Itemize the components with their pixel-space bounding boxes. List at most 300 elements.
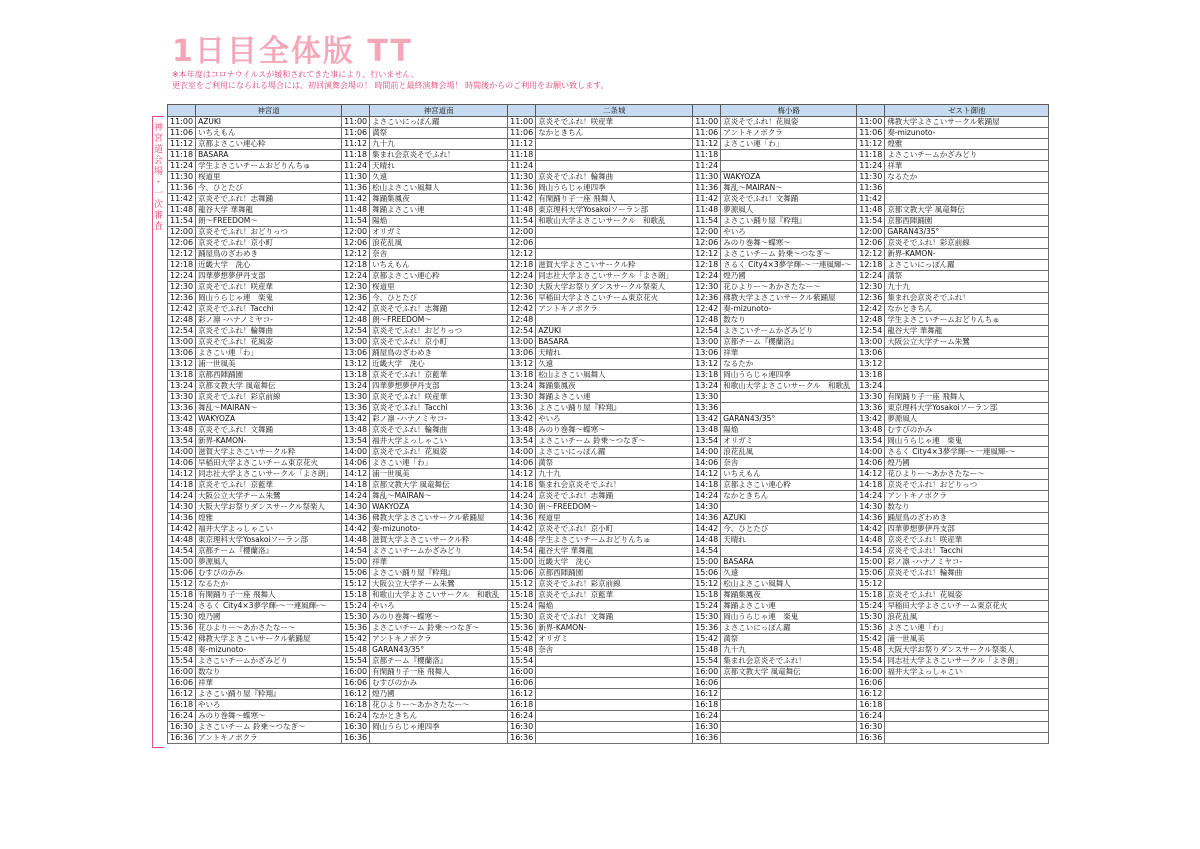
team-cell (885, 722, 1049, 733)
time-cell: 15:30 (693, 612, 721, 623)
time-cell: 15:24 (857, 601, 885, 612)
time-cell: 15:00 (857, 557, 885, 568)
time-cell: 15:48 (342, 645, 370, 656)
time-cell: 12:12 (857, 249, 885, 260)
time-cell: 16:36 (693, 733, 721, 744)
team-cell: BASARA (536, 337, 693, 348)
time-cell: 16:24 (168, 711, 196, 722)
team-cell: 福井大学よっしゃこい (196, 524, 342, 535)
vertical-label-char: ・ (153, 178, 163, 188)
time-cell: 14:00 (508, 447, 536, 458)
time-cell: 14:18 (508, 480, 536, 491)
team-cell: 大阪大学お祭りダンスサークル祭楽人 (885, 645, 1049, 656)
team-cell: 踊屋鳥のざわめき (196, 249, 342, 260)
team-cell: よさこい連「わ」 (885, 623, 1049, 634)
team-cell: 京炎そでふれ！Tacchi (196, 304, 342, 315)
team-cell: 四華夢想夢伊丹支部 (370, 381, 508, 392)
time-cell: 15:18 (508, 590, 536, 601)
table-row (168, 249, 1049, 260)
team-cell: 集まれ会京炎そでふれ！ (721, 656, 857, 667)
time-cell: 11:24 (508, 161, 536, 172)
team-cell: 満祭 (885, 271, 1049, 282)
table-row (168, 425, 1049, 436)
team-cell: 天晴れ (370, 161, 508, 172)
time-cell: 11:06 (508, 128, 536, 139)
time-cell: 13:18 (168, 370, 196, 381)
time-cell: 11:36 (693, 183, 721, 194)
time-cell: 15:54 (508, 656, 536, 667)
team-cell: 煌雅 (885, 139, 1049, 150)
venue-header-row (168, 105, 1049, 117)
time-cell: 11:36 (168, 183, 196, 194)
team-cell: 大阪公立大学チーム朱鷺 (370, 579, 508, 590)
header-blank (857, 105, 885, 117)
team-cell: さるく City4×3夢学輝-～一連風輝-～ (196, 601, 342, 612)
team-cell: 九十九 (885, 282, 1049, 293)
team-cell: 奈舎 (370, 249, 508, 260)
time-cell: 15:06 (342, 568, 370, 579)
time-cell: 15:54 (342, 656, 370, 667)
time-cell: 13:54 (693, 436, 721, 447)
team-cell: 花ひよりー～あかさたなー～ (196, 623, 342, 634)
time-cell: 13:36 (693, 403, 721, 414)
time-cell: 11:24 (693, 161, 721, 172)
time-cell: 16:36 (168, 733, 196, 744)
time-cell: 16:18 (693, 700, 721, 711)
team-cell: オリガミ (370, 227, 508, 238)
team-cell: 煌雅 (196, 513, 342, 524)
time-cell: 14:48 (857, 535, 885, 546)
team-cell: 数なり (196, 667, 342, 678)
time-cell: 16:12 (342, 689, 370, 700)
time-cell: 15:30 (508, 612, 536, 623)
team-cell: 学生よさこいチームおどりんちゅ (536, 535, 693, 546)
table-row (168, 304, 1049, 315)
team-cell: 京炎そでふれ！彩京前線 (196, 392, 342, 403)
time-cell: 11:18 (508, 150, 536, 161)
time-cell: 11:42 (168, 194, 196, 205)
time-cell: 16:12 (693, 689, 721, 700)
team-cell: みのり巻舞～蝶寒～ (370, 612, 508, 623)
time-cell: 14:18 (342, 480, 370, 491)
time-cell: 12:48 (508, 315, 536, 326)
team-cell: 京都文教大学 風竜舞伝 (721, 667, 857, 678)
team-cell: 浦一世風美 (885, 634, 1049, 645)
time-cell: 11:12 (857, 139, 885, 150)
time-cell: 12:18 (508, 260, 536, 271)
team-cell (721, 678, 857, 689)
time-cell: 16:00 (168, 667, 196, 678)
team-cell: 九十九 (536, 469, 693, 480)
team-cell: 京炎そでふれ！京藍華 (536, 590, 693, 601)
time-cell: 13:24 (508, 381, 536, 392)
time-cell: 13:48 (342, 425, 370, 436)
team-cell (536, 227, 693, 238)
team-cell (721, 689, 857, 700)
time-cell: 14:36 (168, 513, 196, 524)
time-cell: 11:36 (508, 183, 536, 194)
table-row (168, 700, 1049, 711)
team-cell (721, 722, 857, 733)
team-cell (721, 502, 857, 513)
team-cell: 彩ノ凛 -ハナノミヤコ- (370, 414, 508, 425)
table-row (168, 678, 1049, 689)
time-cell: 12:54 (342, 326, 370, 337)
time-cell: 14:12 (693, 469, 721, 480)
team-cell: 天晴れ (536, 348, 693, 359)
team-cell: 京都西陣踊園 (536, 568, 693, 579)
team-cell: やいろ (196, 700, 342, 711)
team-cell: 学生よさこいチームおどりんちゅ (196, 161, 342, 172)
time-cell: 14:36 (342, 513, 370, 524)
team-cell: なかときちん (885, 304, 1049, 315)
team-cell: 早稲田大学よさこいチーム東京花火 (196, 458, 342, 469)
timetable (167, 104, 1049, 744)
time-cell: 11:00 (857, 117, 885, 128)
table-row (168, 194, 1049, 205)
team-cell: 大阪大学お祭りダンスサークル祭楽人 (536, 282, 693, 293)
time-cell: 15:48 (508, 645, 536, 656)
time-cell: 16:00 (508, 667, 536, 678)
time-cell: 12:30 (693, 282, 721, 293)
team-cell: BASARA (196, 150, 342, 161)
table-row (168, 634, 1049, 645)
time-cell: 13:06 (342, 348, 370, 359)
team-cell: なるたか (885, 172, 1049, 183)
time-cell: 11:06 (342, 128, 370, 139)
team-cell: 京炎そでふれ！花風姿 (370, 447, 508, 458)
time-cell: 11:54 (342, 216, 370, 227)
time-cell: 12:06 (857, 238, 885, 249)
time-cell: 11:54 (857, 216, 885, 227)
time-cell: 13:30 (342, 392, 370, 403)
team-cell: 祥華 (721, 348, 857, 359)
team-cell: アントキノボクラ (370, 634, 508, 645)
team-cell: 京都よさこい連心粋 (196, 139, 342, 150)
team-cell: AZUKI (196, 117, 342, 128)
team-cell: 今、ひとたび (196, 183, 342, 194)
team-cell (721, 711, 857, 722)
team-cell: 京炎そでふれ！京小町 (370, 337, 508, 348)
time-cell: 12:00 (508, 227, 536, 238)
time-cell: 15:12 (857, 579, 885, 590)
team-cell: 早稲田大学よさこいチーム東京花火 (536, 293, 693, 304)
time-cell: 13:30 (693, 392, 721, 403)
time-cell: 13:06 (857, 348, 885, 359)
team-cell: 朗～FREEDOM～ (536, 502, 693, 513)
team-cell: 大阪公立大学チーム朱鷺 (885, 337, 1049, 348)
team-cell: 京炎そでふれ！花風姿 (721, 117, 857, 128)
table-row (168, 172, 1049, 183)
team-cell: 奏-mizunoto- (721, 304, 857, 315)
table-row (168, 326, 1049, 337)
team-cell: 奏-mizunoto- (885, 128, 1049, 139)
team-cell: 岡山うらじゃ連 楽鬼 (721, 612, 857, 623)
time-cell: 14:48 (342, 535, 370, 546)
time-cell: 15:18 (693, 590, 721, 601)
team-cell: よさこいチーム 鈴乗～つなぎ～ (196, 722, 342, 733)
time-cell: 14:30 (342, 502, 370, 513)
team-cell: 満祭 (721, 634, 857, 645)
team-cell: 京炎そでふれ！彩京前線 (885, 238, 1049, 249)
time-cell: 16:24 (693, 711, 721, 722)
time-cell: 12:12 (168, 249, 196, 260)
team-cell: 京都チーム『櫻蘭洛』 (721, 337, 857, 348)
team-cell: 京都文教大学 風竜舞伝 (196, 381, 342, 392)
team-cell: なかときちん (721, 491, 857, 502)
team-cell: 煌乃國 (370, 689, 508, 700)
header-blank (342, 105, 370, 117)
team-cell: 京都文教大学 風竜舞伝 (370, 480, 508, 491)
table-row (168, 491, 1049, 502)
time-cell: 11:48 (857, 205, 885, 216)
time-cell: 13:54 (508, 436, 536, 447)
team-cell: 京炎そでふれ！文舞踊 (196, 425, 342, 436)
time-cell: 14:30 (857, 502, 885, 513)
time-cell: 13:12 (508, 359, 536, 370)
team-cell: 今、ひとたび (370, 293, 508, 304)
time-cell: 13:42 (693, 414, 721, 425)
time-cell: 12:24 (693, 271, 721, 282)
team-cell: 京炎そでふれ！咲産華 (885, 535, 1049, 546)
table-row (168, 667, 1049, 678)
team-cell: 京炎そでふれ！輪舞曲 (370, 425, 508, 436)
team-cell: 京炎そでふれ！志舞踊 (370, 304, 508, 315)
team-cell: BASARA (721, 557, 857, 568)
team-cell: 岡山うらじゃ連 楽鬼 (885, 436, 1049, 447)
time-cell: 14:00 (342, 447, 370, 458)
team-cell (536, 139, 693, 150)
time-cell: 15:42 (342, 634, 370, 645)
table-row (168, 590, 1049, 601)
time-cell: 12:12 (693, 249, 721, 260)
time-cell: 15:24 (168, 601, 196, 612)
time-cell: 11:30 (168, 172, 196, 183)
vertical-label-char: 審 (153, 211, 163, 221)
team-cell: よさこいチーム 鈴乗～つなぎ～ (721, 249, 857, 260)
header-blank (508, 105, 536, 117)
time-cell: 16:30 (857, 722, 885, 733)
team-cell: 京炎そでふれ！彩京前線 (536, 579, 693, 590)
team-cell: 佛教大学よさこいサークル紫踊屋 (885, 117, 1049, 128)
team-cell: 舞踊集鳳夜 (370, 194, 508, 205)
time-cell: 15:24 (693, 601, 721, 612)
time-cell: 15:30 (342, 612, 370, 623)
team-cell: WAKYOZA (370, 502, 508, 513)
team-cell: みのり巻舞～蝶寒～ (196, 711, 342, 722)
time-cell: 16:06 (168, 678, 196, 689)
time-cell: 13:00 (508, 337, 536, 348)
header-blank (168, 105, 196, 117)
time-cell: 11:30 (693, 172, 721, 183)
table-row (168, 139, 1049, 150)
team-cell: 夢源風人 (721, 205, 857, 216)
time-cell: 14:00 (857, 447, 885, 458)
time-cell: 14:12 (857, 469, 885, 480)
team-cell: 京炎そでふれ！京小町 (196, 238, 342, 249)
team-cell: 岡山うらじゃ連四季 (370, 722, 508, 733)
time-cell: 16:12 (168, 689, 196, 700)
time-cell: 11:12 (342, 139, 370, 150)
time-cell: 13:54 (857, 436, 885, 447)
time-cell: 16:18 (168, 700, 196, 711)
team-cell: いちえもん (196, 128, 342, 139)
time-cell: 11:06 (693, 128, 721, 139)
time-cell: 12:18 (342, 260, 370, 271)
team-cell: 東京理科大学Yosakoiソーラン部 (196, 535, 342, 546)
team-cell: 集まれ会京炎そでふれ！ (885, 293, 1049, 304)
vertical-label-char: 一 (153, 189, 163, 199)
team-cell: 四華夢想夢伊丹支部 (196, 271, 342, 282)
time-cell: 14:48 (168, 535, 196, 546)
team-cell: やいろ (536, 414, 693, 425)
time-cell: 11:54 (693, 216, 721, 227)
team-cell: 夢源風人 (196, 557, 342, 568)
table-row (168, 238, 1049, 249)
team-cell: アントキノボクラ (196, 733, 342, 744)
time-cell: 14:18 (857, 480, 885, 491)
team-cell: 松山よさこい風舞人 (721, 579, 857, 590)
time-cell: 14:36 (693, 513, 721, 524)
time-cell: 16:18 (508, 700, 536, 711)
time-cell: 11:30 (857, 172, 885, 183)
venue-header: ゼスト御池 (885, 105, 1049, 117)
time-cell: 11:24 (342, 161, 370, 172)
time-cell: 12:36 (168, 293, 196, 304)
team-cell: 彩ノ凛 -ハナノミヤコ- (885, 557, 1049, 568)
team-cell: 京都西陣踊園 (196, 370, 342, 381)
time-cell: 12:30 (857, 282, 885, 293)
time-cell: 16:30 (342, 722, 370, 733)
team-cell: オリガミ (721, 436, 857, 447)
team-cell: 京都よさこい連心粋 (370, 271, 508, 282)
time-cell: 12:24 (508, 271, 536, 282)
time-cell: 13:24 (168, 381, 196, 392)
team-cell: 京炎そでふれ！文舞踊 (536, 612, 693, 623)
team-cell (536, 656, 693, 667)
team-cell: いちえもん (721, 469, 857, 480)
team-cell: なかときちん (536, 128, 693, 139)
team-cell (885, 689, 1049, 700)
time-cell: 12:00 (857, 227, 885, 238)
time-cell: 13:42 (342, 414, 370, 425)
time-cell: 13:30 (508, 392, 536, 403)
team-cell: よさこい連「わ」 (196, 348, 342, 359)
team-cell: 久遠 (721, 568, 857, 579)
time-cell: 14:54 (508, 546, 536, 557)
time-cell: 14:42 (342, 524, 370, 535)
vertical-label-char: 査 (153, 222, 163, 232)
table-row (168, 381, 1049, 392)
table-row (168, 227, 1049, 238)
time-cell: 16:00 (342, 667, 370, 678)
time-cell: 15:36 (168, 623, 196, 634)
time-cell: 15:00 (508, 557, 536, 568)
team-cell: 大阪公立大学チーム朱鷺 (196, 491, 342, 502)
team-cell (536, 150, 693, 161)
time-cell: 15:54 (857, 656, 885, 667)
table-row (168, 623, 1049, 634)
team-cell (721, 403, 857, 414)
time-cell: 13:18 (857, 370, 885, 381)
team-cell: さるく City4×3夢学輝-～一連風輝-～ (885, 447, 1049, 458)
time-cell: 15:12 (508, 579, 536, 590)
team-cell: GARAN43/35° (370, 645, 508, 656)
time-cell: 11:00 (693, 117, 721, 128)
time-cell: 14:18 (168, 480, 196, 491)
team-cell: 早稲田大学よさこいチーム東京花火 (885, 601, 1049, 612)
time-cell: 12:30 (342, 282, 370, 293)
team-cell: 龍谷大学 華舞龍 (885, 326, 1049, 337)
time-cell: 15:00 (342, 557, 370, 568)
team-cell: 京炎そでふれ！京藍華 (196, 480, 342, 491)
team-cell: よさこいにっぽん躍 (885, 260, 1049, 271)
time-cell: 15:18 (342, 590, 370, 601)
table-row (168, 392, 1049, 403)
team-cell: 舞踊よさこい連 (536, 392, 693, 403)
team-cell: 京都チーム『櫻蘭洛』 (196, 546, 342, 557)
team-cell: 京都チーム『櫻蘭洛』 (370, 656, 508, 667)
time-cell: 15:42 (693, 634, 721, 645)
team-cell: WAKYOZA (196, 414, 342, 425)
team-cell: 佛教大学よさこいサークル紫踊屋 (196, 634, 342, 645)
team-cell (885, 183, 1049, 194)
time-cell: 13:00 (693, 337, 721, 348)
time-cell: 15:54 (693, 656, 721, 667)
team-cell: 舞踊よさこい連 (370, 205, 508, 216)
team-cell: 彩ノ凛 -ハナノミヤコ- (196, 315, 342, 326)
time-cell: 15:36 (693, 623, 721, 634)
time-cell: 13:36 (168, 403, 196, 414)
team-cell: 祥華 (370, 557, 508, 568)
time-cell: 12:36 (857, 293, 885, 304)
vertical-label-char: 神 (153, 123, 163, 133)
team-cell: 京炎そでふれ！Tacchi (370, 403, 508, 414)
time-cell: 13:24 (857, 381, 885, 392)
table-row (168, 557, 1049, 568)
table-row (168, 282, 1049, 293)
time-cell: 15:12 (342, 579, 370, 590)
team-cell: よさこいにっぽん躍 (536, 447, 693, 458)
time-cell: 14:54 (168, 546, 196, 557)
time-cell: 15:48 (168, 645, 196, 656)
time-cell: 11:00 (342, 117, 370, 128)
team-cell: 新界-KAMON- (536, 623, 693, 634)
time-cell: 15:36 (508, 623, 536, 634)
time-cell: 16:24 (857, 711, 885, 722)
time-cell: 16:12 (508, 689, 536, 700)
team-cell (885, 381, 1049, 392)
team-cell (885, 700, 1049, 711)
time-cell: 13:30 (857, 392, 885, 403)
team-cell (536, 711, 693, 722)
time-cell: 15:30 (168, 612, 196, 623)
time-cell: 11:00 (508, 117, 536, 128)
team-cell: 舞踊よさこい連 (721, 601, 857, 612)
venue-side-label (152, 116, 164, 748)
table-row (168, 315, 1049, 326)
table-row (168, 414, 1049, 425)
time-cell: 11:48 (342, 205, 370, 216)
team-cell: オリガミ (536, 634, 693, 645)
time-cell: 16:12 (857, 689, 885, 700)
time-cell: 13:24 (693, 381, 721, 392)
table-row (168, 546, 1049, 557)
time-cell: 11:24 (857, 161, 885, 172)
team-cell: 奈舎 (721, 458, 857, 469)
time-cell: 14:06 (508, 458, 536, 469)
table-row (168, 403, 1049, 414)
